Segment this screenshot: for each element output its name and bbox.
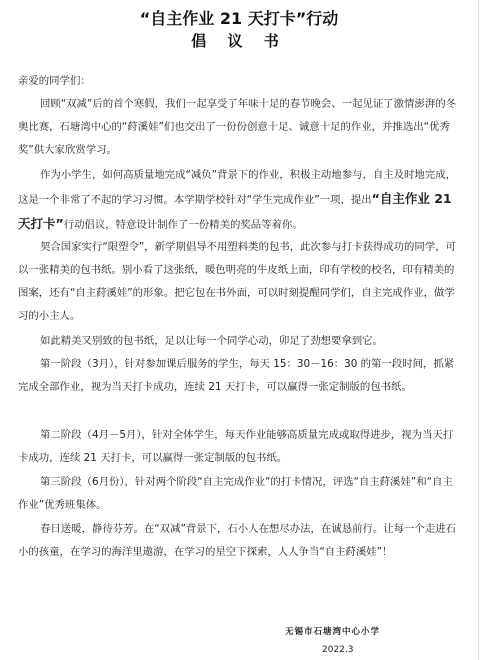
- paragraph-stage-two: 第二阶段（4月－5月），针对全体学生，每天作业能够高质量完成或取得进步，视为当天打卡成功，连续 21 天打卡，可以赢得一张定制版的包书纸。: [18, 429, 454, 464]
- proposal-highlight: “自主作业 21 天打卡”: [18, 191, 452, 231]
- greeting: 亲爱的同学们：: [18, 75, 91, 87]
- paragraph-stage-three: 第三阶段（6月份），针对两个阶段“自主完成作业”的打卡情况，评选“自主荮溪娃”和“自主作业”优秀班集体。: [18, 476, 453, 511]
- paragraph-closing: 春日送暖，静待芬芳。在“双减”背景下，石小人在想尽办法，在诚恳前行。让每一个走进石小的孩童，在学习的海洋里遨游，在学习的星空下探索，人人争当“自主荮溪娃”！: [18, 523, 456, 558]
- paragraph-motivation: 如此精美又别致的包书纸，足以让每一个同学心动，卯足了劲想要拿到它。: [40, 335, 383, 347]
- document-date: 2022.3: [322, 645, 354, 655]
- paragraph-book-cover: 契合国家实行“限塑令”，新学期倡导不用塑料类的包书，此次参与打卡获得成功的同学，可以一张精美的包书纸。别小看了这张纸，暖色明亮的牛皮纸上面，印有学校的校名，印有精美的图案，还有“自主荮溪娃”的形象。把它包在书外面，可以时刻提醒同学们，自主完成作业，做学习的小主人。: [18, 241, 456, 322]
- document-title: “自主作业 21 天打卡”行动: [139, 9, 339, 28]
- document-subtitle: 倡 议 书: [191, 32, 287, 50]
- proposal-text-start: 作为小学生，如何高质量地完成“减负”背景下的作业，积极主动地参与，自主及时地完成，这是一个非常了不起的学习习惯。本学期学校针对“学生完成作业”一项，提出: [18, 169, 456, 206]
- signature: 无锡市石塘湾中心小学: [285, 627, 381, 637]
- proposal-text-end: 行动倡议，特意设计制作了一份精美的奖品等着你。: [63, 219, 303, 231]
- paragraph-stage-one: 第一阶段（3月），针对参加课后服务的学生，每天 15：30－16：30 的第一段时间，抓紧完成全部作业，视为当天打卡成功，连续 21 天打卡，可以赢得一张定制版的包书纸。: [18, 358, 455, 393]
- paragraph-proposal: [18, 164, 460, 237]
- paragraph-review: 回顾“双减”后的首个寒假，我们一起享受了年味十足的春节晚会、一起见证了激情澎湃的冬奥比赛，石塘湾中心的“荮溪娃”们也交出了一份份创意十足、诚意十足的作业，并推选出“优秀奖”供大家欣赏学习。: [18, 98, 456, 156]
